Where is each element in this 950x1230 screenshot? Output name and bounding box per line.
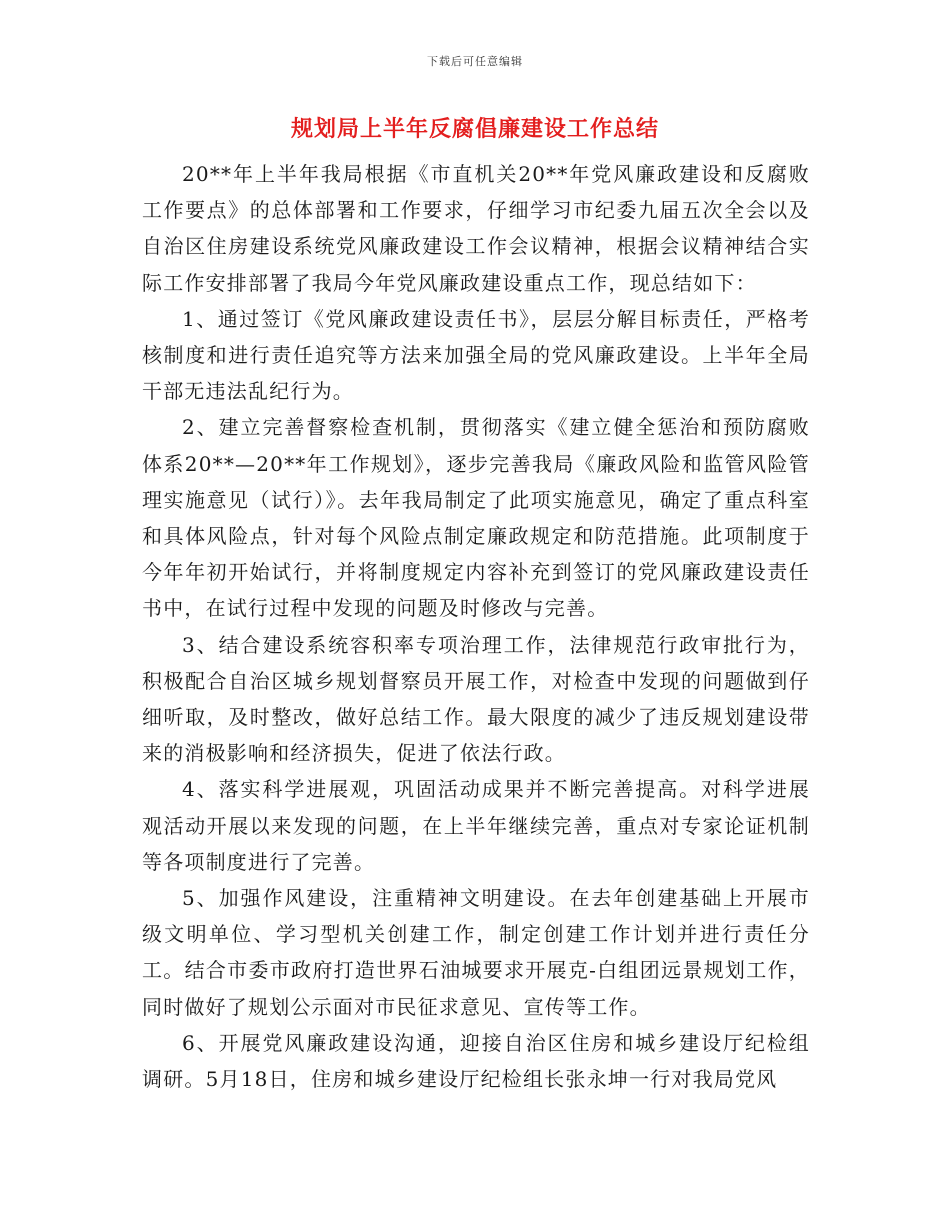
document-body: [142, 156, 810, 1097]
body-paragraph-item-5: 5、加强作风建设，注重精神文明建设。在去年创建基础上开展市级文明单位、学习型机关创建工作，制定创建工作计划并进行责任分工。结合市委市政府打造世界石油城要求开展克-白组团远景规划工作，同时做好了规划公示面对市民征求意见、宣传等工作。: [142, 886, 810, 1019]
body-paragraph-item-3: 3、结合建设系统容积率专项治理工作，法律规范行政审批行为，积极配合自治区城乡规划督察员开展工作，对检查中发现的问题做到仔细听取，及时整改，做好总结工作。最大限度的减少了违反规划建设带来的消极影响和经济损失，促进了依法行政。: [142, 632, 810, 766]
body-paragraph-item-6: 6、开展党风廉政建设沟通，迎接自治区住房和城乡建设厅纪检组调研。5月18日，住房和城乡建设厅纪检组长张永坤一行对我局党风: [142, 1030, 810, 1092]
body-paragraph-item-2: 2、建立完善督察检查机制，贯彻落实《建立健全惩治和预防腐败体系20**—20**年工作规划》，逐步完善我局《廉政风险和监管风险管理实施意见（试行）》。去年我局制定了此项实施意见，确定了重点科室和具体风险点，针对每个风险点制定廉政规定和防范措施。此项制度于今年年初开始试行，并将制度规定内容补充到签订的党风廉政建设责任书中，在试行过程中发现的问题及时修改与完善。: [142, 415, 810, 621]
body-paragraph-intro: 20**年上半年我局根据《市直机关20**年党风廉政建设和反腐败工作要点》的总体部署和工作要求，仔细学习市纪委九届五次全会以及自治区住房建设系统党风廉政建设工作会议精神，根据会议精神结合实际工作安排部署了我局今年党风廉政建设重点工作，现总结如下：: [142, 162, 810, 295]
page-header-note: 下载后可任意编辑: [427, 55, 523, 68]
document-title: 规划局上半年反腐倡廉建设工作总结: [290, 116, 659, 142]
body-paragraph-item-4: 4、落实科学进展观，巩固活动成果并不断完善提高。对科学进展观活动开展以来发现的问题，在上半年继续完善，重点对专家论证机制等各项制度进行了完善。: [142, 777, 810, 874]
body-paragraph-item-1: 1、通过签订《党风廉政建设责任书》，层层分解目标责任，严格考核制度和进行责任追究等方法来加强全局的党风廉政建设。上半年全局干部无违法乱纪行为。: [142, 306, 810, 404]
